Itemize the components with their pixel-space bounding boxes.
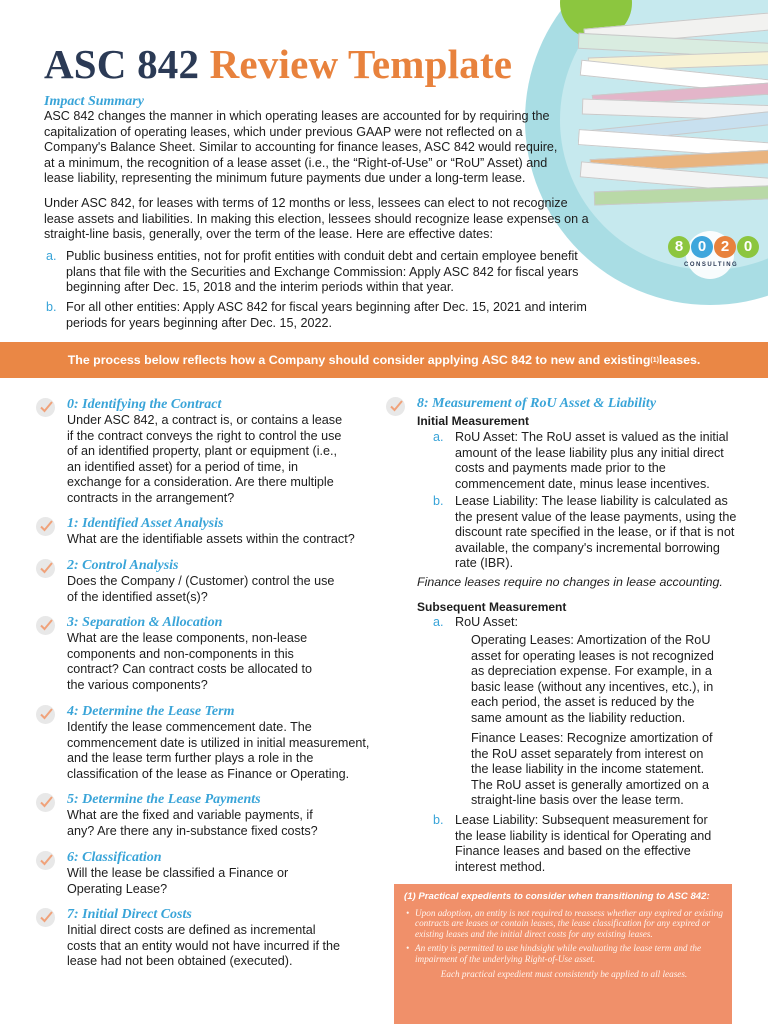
logo-subtitle: CONSULTING (684, 262, 739, 268)
logo-digit: 2 (714, 236, 736, 258)
logo-digit: 0 (737, 236, 759, 258)
check-icon (36, 517, 55, 536)
step-body: Does the Company / (Customer) control the use of the identified asset(s)? (67, 574, 335, 604)
step-title: 4: Determine the Lease Term (67, 704, 235, 719)
step-body: Under ASC 842, a contract is, or contains a lease if the contract conveys the right to control the use of an identified property, plant or equipment (i.e., an identified asset) for a period of time, in exchange for a consideration. Are there multiple contracts in the arrangement? (67, 413, 343, 505)
initial-measurement-heading: Initial Measurement (417, 414, 530, 428)
step-title: 7: Initial Direct Costs (67, 907, 192, 922)
page-title (44, 40, 512, 88)
subsequent-measurement-heading: Subsequent Measurement (417, 600, 567, 614)
list-marker: a. (433, 430, 444, 444)
list-text: Lease Liability: Subsequent measurement for the lease liability is identical for Operating and Finance leases and based on the effective interest method. (455, 813, 712, 874)
list-marker: b. (46, 300, 57, 314)
step-body: What are the fixed and variable payments, if any? Are there any in-substance fixed costs? (67, 808, 318, 838)
finance-leases-text: Finance Leases: Recognize amortization of the RoU asset separately from interest on the lease liability in the income statement. The RoU asset is generally amortized on a straight-line basis over the lease term. (471, 731, 713, 808)
logo-digit: 8 (668, 236, 690, 258)
check-icon (36, 705, 55, 724)
check-icon (386, 397, 405, 416)
banner-text: The process below reflects how a Company should consider applying ASC 842 to new and existing (67, 353, 651, 367)
title-part2: Review Template (209, 41, 513, 87)
check-icon (36, 851, 55, 870)
step-title: 0: Identifying the Contract (67, 397, 222, 412)
impact-paragraph-2: Under ASC 842, for leases with terms of 12 months or less, lessees can elect to not recognize lease assets and liabilities. In making this election, lessees should recognize lease expenses on a straight-line basis, generally, over the term of the lease. Here are effective dates: (44, 196, 589, 242)
stacked-files-photo (578, 0, 768, 215)
step-title: 5: Determine the Lease Payments (67, 792, 261, 807)
banner-footnote-ref: (1) (650, 356, 659, 364)
step-title: 6: Classification (67, 850, 162, 865)
step-body: What are the identifiable assets within the contract? (67, 532, 355, 546)
finance-note: Finance leases require no changes in lease accounting. (417, 575, 723, 589)
check-icon (36, 398, 55, 417)
title-part1: ASC 842 (44, 41, 200, 87)
practical-closing: Each practical expedient must consistently be applied to all leases. (440, 968, 688, 979)
list-text: RoU Asset: The RoU asset is valued as the initial amount of the lease liability plus any initial direct costs and payments made prior to the commencement date, minus lease incentives. (455, 430, 729, 491)
step-body: What are the lease components, non-lease components and non-components in this contract? Can contract costs be allocated to the various components? (67, 631, 313, 692)
list-text: Lease Liability: The lease liability is calculated as the present value of the lease payments, using the discount rate specified in the lease, or if that is not available, the company's incremental borrowing rate (IBR). (455, 494, 737, 571)
practical-bullet: • Upon adoption, an entity is not required to reassess whether any expired or existing contracts are leases or contain leases, the lease classification for any expired or existing leases and the initial direct costs for any existing leases. (404, 908, 724, 940)
step-body: Will the lease be classified a Finance or Operating Lease? (67, 866, 289, 896)
step-body: Initial direct costs are defined as incremental costs that an entity would not have incurred if the lease had not been obtained (executed). (67, 923, 341, 969)
operating-leases-text: Operating Leases: Amortization of the RoU asset for operating leases is not recognized as depreciation expense. For example, in a basic lease (without any incentives, etc.), in each period, the asset is reduced by the same amount as the liability reduction. (471, 633, 714, 725)
practical-expedients-box (394, 884, 732, 1024)
initial-item-b (433, 494, 745, 572)
step-title: 1: Identified Asset Analysis (67, 516, 224, 531)
check-icon (36, 616, 55, 635)
list-marker: b. (433, 813, 444, 827)
company-logo (668, 236, 758, 274)
practical-heading: (1) Practical expedients to consider when transitioning to ASC 842: (404, 891, 710, 902)
check-icon (36, 908, 55, 927)
step-body: Identify the lease commencement date. The commencement date is utilized in initial measurement, and the lease term further plays a role in the classification of the lease as Finance or Operating. (67, 720, 370, 781)
step-title: 2: Control Analysis (67, 558, 179, 573)
subsequent-item-b (433, 813, 725, 875)
list-text: RoU Asset: (455, 615, 518, 629)
list-text: For all other entities: Apply ASC 842 for fiscal years beginning after Dec. 15, 2021 and interim periods for years beginning after Dec. 15, 2022. (66, 300, 587, 330)
step-title: 8: Measurement of RoU Asset & Liability (417, 396, 657, 411)
subsequent-item-a (433, 615, 745, 631)
effective-date-b (46, 300, 591, 331)
impact-paragraph-1: ASC 842 changes the manner in which operating leases are accounted for by requiring the capitalization of operating leases, which under previous GAAP were not reflected on a Company's Balance Sheet. Similar to accounting for finance leases, ASC 842 would require, at a minimum, the recognition of a lease asset (i.e., the “Right-of-Use” or “RoU” Asset) and lease liability, representing the minimum future payments due under a long-term lease. (44, 109, 558, 186)
list-marker: a. (433, 615, 444, 629)
impact-heading: Impact Summary (44, 94, 144, 109)
step-title: 3: Separation & Allocation (67, 615, 223, 630)
banner-tail: leases. (658, 353, 701, 367)
list-marker: a. (46, 249, 57, 263)
practical-bullet: • An entity is permitted to use hindsight while evaluating the lease term and the impairment of the underlying Right-of-Use asset. (404, 943, 724, 964)
list-marker: b. (433, 494, 444, 508)
initial-item-a (433, 430, 745, 492)
process-banner (0, 342, 768, 378)
check-icon (36, 793, 55, 812)
list-text: Public business entities, not for profit entities with conduit debt and certain employee benefit plans that file with the Securities and Exchange Commission: Apply ASC 842 for fiscal years beginning after Dec. 15, 2018 and the interim periods within that year. (66, 249, 579, 295)
logo-digit: 0 (691, 236, 713, 258)
check-icon (36, 559, 55, 578)
effective-date-a (46, 249, 591, 296)
